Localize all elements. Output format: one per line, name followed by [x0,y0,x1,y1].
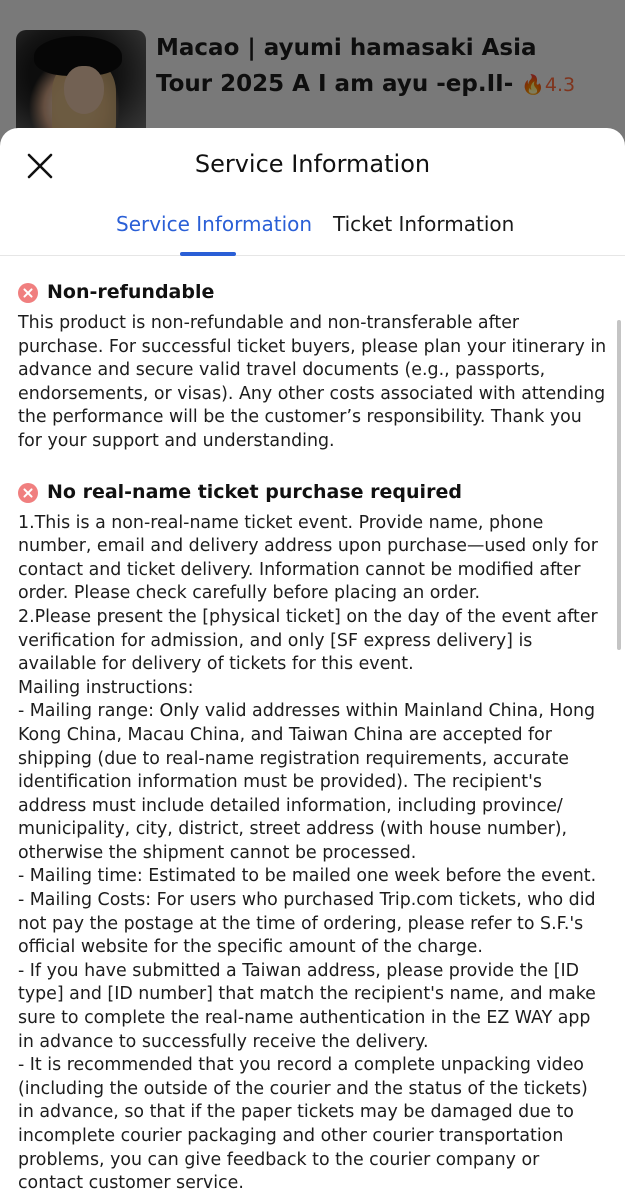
section-paragraph: - Mailing range: Only valid addresses within Mainland China, Hong Kong China, Macau China, and Taiwan China are accepted for shipping (due to real-name registration requirements, accurate identification information must be provided). The recipient's address must include detailed information, including province/ municipality, city, district, street address (with house number), otherwise the shipment cannot be processed. [18,701,596,863]
scrollbar[interactable] [617,320,621,650]
tab-bar [0,204,625,256]
section-paragraph: - It is recommended that you record a complete unpacking video (including the outside of the courier and the status of the tickets) in advance, so that if the paper tickets may be damaged due to incomplete courier packaging and other courier transportation problems, you can give feedback to the courier company or contact customer service. [18,1055,588,1194]
section-paragraph: - Mailing Costs: For users who purchased Trip.com tickets, who did not pay the postage at the time of ordering, please refer to S.F.'s official website for the specific amount of the charge. [18,890,596,958]
x-circle-icon [18,283,38,303]
section-paragraph: - Mailing time: Estimated to be mailed one week before the event. [18,866,597,887]
service-info-content[interactable] [0,256,625,1196]
x-circle-icon [18,483,38,503]
section-title: No real-name ticket purchase required [47,480,462,503]
section-paragraph: 1.This is a non-real-name ticket event. Provide name, phone number, email and delivery address upon purchase—used only for contact and ticket delivery. Information cannot be modified after order. Please check carefully before placing an order. [18,512,598,604]
service-information-sheet [0,128,625,1200]
section-paragraph: Mailing instructions: [18,677,194,698]
section-non-refundable [18,278,607,454]
section-no-real-name [18,478,607,1196]
sheet-header [0,128,625,204]
section-paragraph: - If you have submitted a Taiwan address, please provide the [ID type] and [ID number] that match the recipient's name, and make sure to complete the real-name authentication in the EZ WAY app in advance to successfully receive the delivery. [18,960,596,1052]
tab-service-information[interactable]: Service Information [116,212,313,236]
section-paragraph: 2.Please present the [physical ticket] on the day of the event after verification for admission, and only [SF express delivery] is available for delivery of tickets for this event. [18,606,598,675]
section-title: Non-refundable [47,281,215,304]
section-paragraph: This product is non-refundable and non-transferable after purchase. For successful ticket buyers, please plan your itinerary in advance and secure valid travel documents (e.g., passports, endorsements, or visas). Any other costs associated with attending the performance will be the customer’s responsibility. Thank you for your support and understanding. [18,313,607,451]
tab-ticket-information[interactable]: Ticket Information [333,212,515,236]
sheet-title: Service Information [194,150,431,178]
